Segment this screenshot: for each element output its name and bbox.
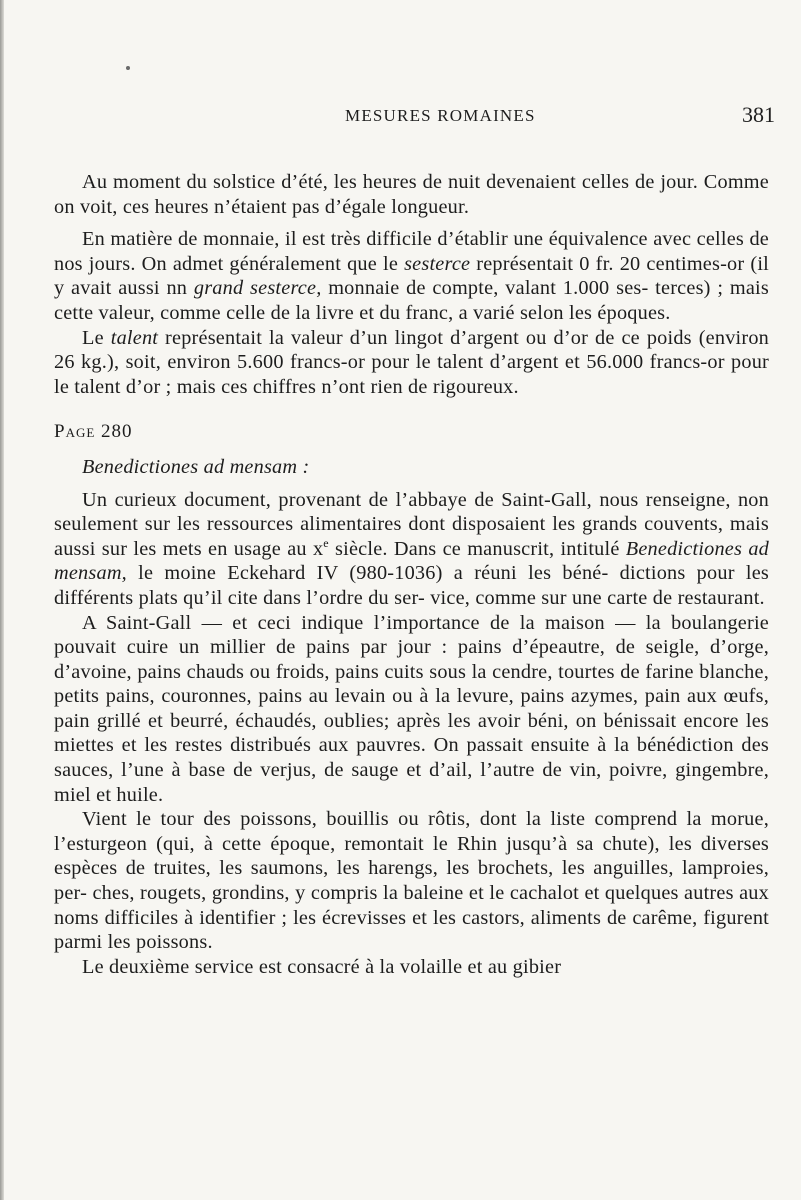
- manuscript-title: Benedictiones ad mensam,: [54, 537, 770, 585]
- term-talent: talent: [110, 326, 159, 349]
- ink-speck: [126, 66, 130, 70]
- paragraph-volaille: Le deuxième service est consacré à la volaille et au gibier: [82, 955, 562, 978]
- page-number: 381: [742, 102, 775, 127]
- term-grand-sesterce: grand sesterce,: [193, 277, 322, 300]
- section-heading: Page 280: [54, 421, 133, 443]
- page-header: [0, 102, 801, 132]
- paragraph-boulangerie: A Saint-Gall — et ceci indique l’importance de la maison — la boulangerie pouvait cuire un millier de pains par jour : pains d’épeautre, de seigle, d’orge, d’avoine, pains chauds ou froids, pains cuits sous la cendre, tourtes de farine blanche, petits pains, couronnes, pains au levain ou à la levure, pains azymes, pain aux œufs, pain grillé et beurré, échaudés, oublies; après les avoir béni, on bénissait encore les miettes et les restes distribués aux pauvres. On passait ensuite à la bénédiction des sauces, l’une à base de verjus, de sauge et d’ail, l’autre de vin, poivre, gingembre, miel et huile.: [54, 611, 769, 806]
- term-sesterce: sesterce: [404, 252, 471, 275]
- paragraph-poissons: Vient le tour des poissons, bouillis ou rôtis, dont la liste comprend la morue, l’esturgeon (qui, à cette époque, remontait le Rhin jusqu’à sa chute), les diverses espèces de truites, les saumons, les harengs, les brochets, les anguilles, lamproies, per- ches, rougets, grondins, y compris la baleine et le cachalot et quelques autres aux noms difficiles à identifier ; les écrevisses et les castors, aliments de carême, figurent parmi les poissons.: [54, 808, 769, 954]
- section-subheading: Benedictiones ad mensam :: [82, 455, 310, 478]
- paragraph-monnaie: En matière de monnaie, il est très difficile d’établir une équivalence avec celles de nos jours. On admet généralement que le sesterce représentait 0 fr. 20 centimes-or (il y avait aussi nn grand sesterce, monnaie de compte, valant 1.000 ses- terces) ; mais cette valeur, comme celle de la livre et du franc, a varié selon les époques.: [54, 228, 769, 324]
- paragraph-solstice: Au moment du solstice d’été, les heures de nuit devenaient celles de jour. Comme on voit, ces heures n’étaient pas d’égale longueur.: [54, 171, 769, 218]
- superscript-e: e: [323, 535, 329, 550]
- paragraph-talent: Le talent représentait la valeur d’un lingot d’argent ou d’or de ce poids (environ 26 kg.), soit, environ 5.600 francs-or pour le talent d’argent et 56.000 francs-or pour le talent d’or ; mais ces chiffres n’ont rien de rigoureux.: [54, 326, 770, 398]
- running-title: MESURES ROMAINES: [345, 106, 536, 125]
- paragraph-document: Un curieux document, provenant de l’abbaye de Saint-Gall, nous renseigne, non seulement sur les ressources alimentaires dont disposaient les grands couvents, mais aussi sur les mets en usage au $x^e$ siècle. Dans ce manuscrit, intitulé Benedictiones ad mensam, le moine Eckehard IV (980-1036) a réuni les béné- dictions pour les différents plats qu’il cite dans l’ordre du ser- vice, comme sur une carte de restaurant.: [54, 488, 770, 609]
- body-text: [54, 170, 769, 979]
- page-binding-edge: [0, 0, 4, 1200]
